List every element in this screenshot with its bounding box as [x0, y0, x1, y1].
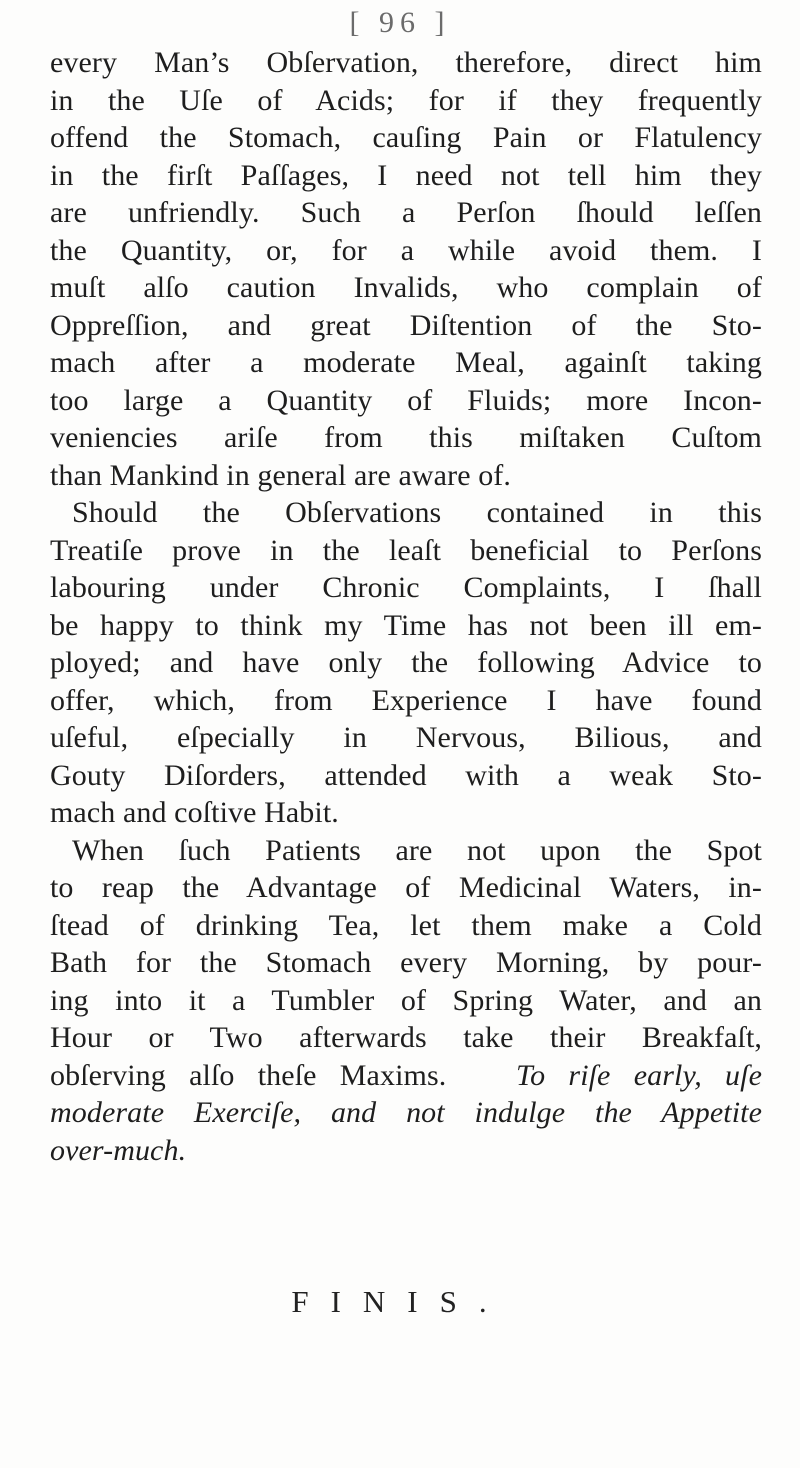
text-line: than Mankind in general are aware of.: [50, 458, 511, 492]
text-line: every Man’s Obſervation, therefore, direct him: [50, 46, 762, 79]
text-line: Should the Obſervations contained in this: [72, 496, 762, 529]
finis-heading: FINIS.: [291, 1284, 509, 1319]
text-line: mach and coſtive Habit.: [50, 796, 339, 829]
text-line: [50, 1057, 762, 1095]
text-line: ployed; and have only the following Advice to: [50, 646, 762, 679]
text-line: ſtead of drinking Tea, let them make a Cold: [50, 908, 762, 942]
maxim-text: To riſe early, uſe: [516, 1058, 762, 1092]
text-line: in the firſt Paſſages, I need not tell him they: [50, 158, 762, 192]
text-line: too large a Quantity of Fluids; more Incon-: [50, 383, 762, 417]
text-line: offend the Stomach, cauſing Pain or Flatulency: [50, 121, 762, 154]
text-line: veniencies ariſe from this miſtaken Cuſtom: [50, 421, 762, 454]
text-line: are unfriendly. Such a Perſon ſhould leſſen: [50, 196, 762, 229]
maxim-text: moderate Exerciſe, and not indulge the Appetite: [50, 1096, 762, 1129]
text-line: offer, which, from Experience I have found: [50, 683, 762, 717]
text-line: ing into it a Tumbler of Spring Water, and an: [50, 983, 762, 1017]
text-line: be happy to think my Time has not been ill em-: [50, 608, 762, 642]
text-line: uſeful, eſpecially in Nervous, Bilious, and: [50, 721, 762, 754]
text-line: labouring under Chronic Complaints, I ſhall: [50, 571, 762, 604]
text-line: the Quantity, or, for a while avoid them. I: [50, 233, 762, 267]
text-line: to reap the Advantage of Medicinal Waters, in-: [50, 871, 762, 904]
maxims-intro: obſerving alſo theſe Maxims.: [50, 1058, 447, 1092]
body-text: [50, 44, 762, 1169]
text-line: Treatiſe prove in the leaſt beneficial to Perſons: [50, 533, 762, 567]
text-line: Hour or Two afterwards take their Breakfaſt,: [50, 1021, 762, 1054]
text-line: When ſuch Patients are not upon the Spot: [72, 833, 762, 867]
text-line: Gouty Diſorders, attended with a weak Sto-: [50, 758, 762, 792]
text-line: Bath for the Stomach every Morning, by pour-: [50, 946, 762, 979]
text-line: Oppreſſion, and great Diſtention of the Sto-: [50, 308, 762, 342]
page-number: [ 96 ]: [349, 6, 451, 39]
text-line: mach after a moderate Meal, againſt taking: [50, 346, 762, 379]
maxim-text: over-much.: [50, 1133, 187, 1167]
text-line: muſt alſo caution Invalids, who complain of: [50, 271, 762, 304]
text-line: in the Uſe of Acids; for if they frequently: [50, 83, 762, 117]
